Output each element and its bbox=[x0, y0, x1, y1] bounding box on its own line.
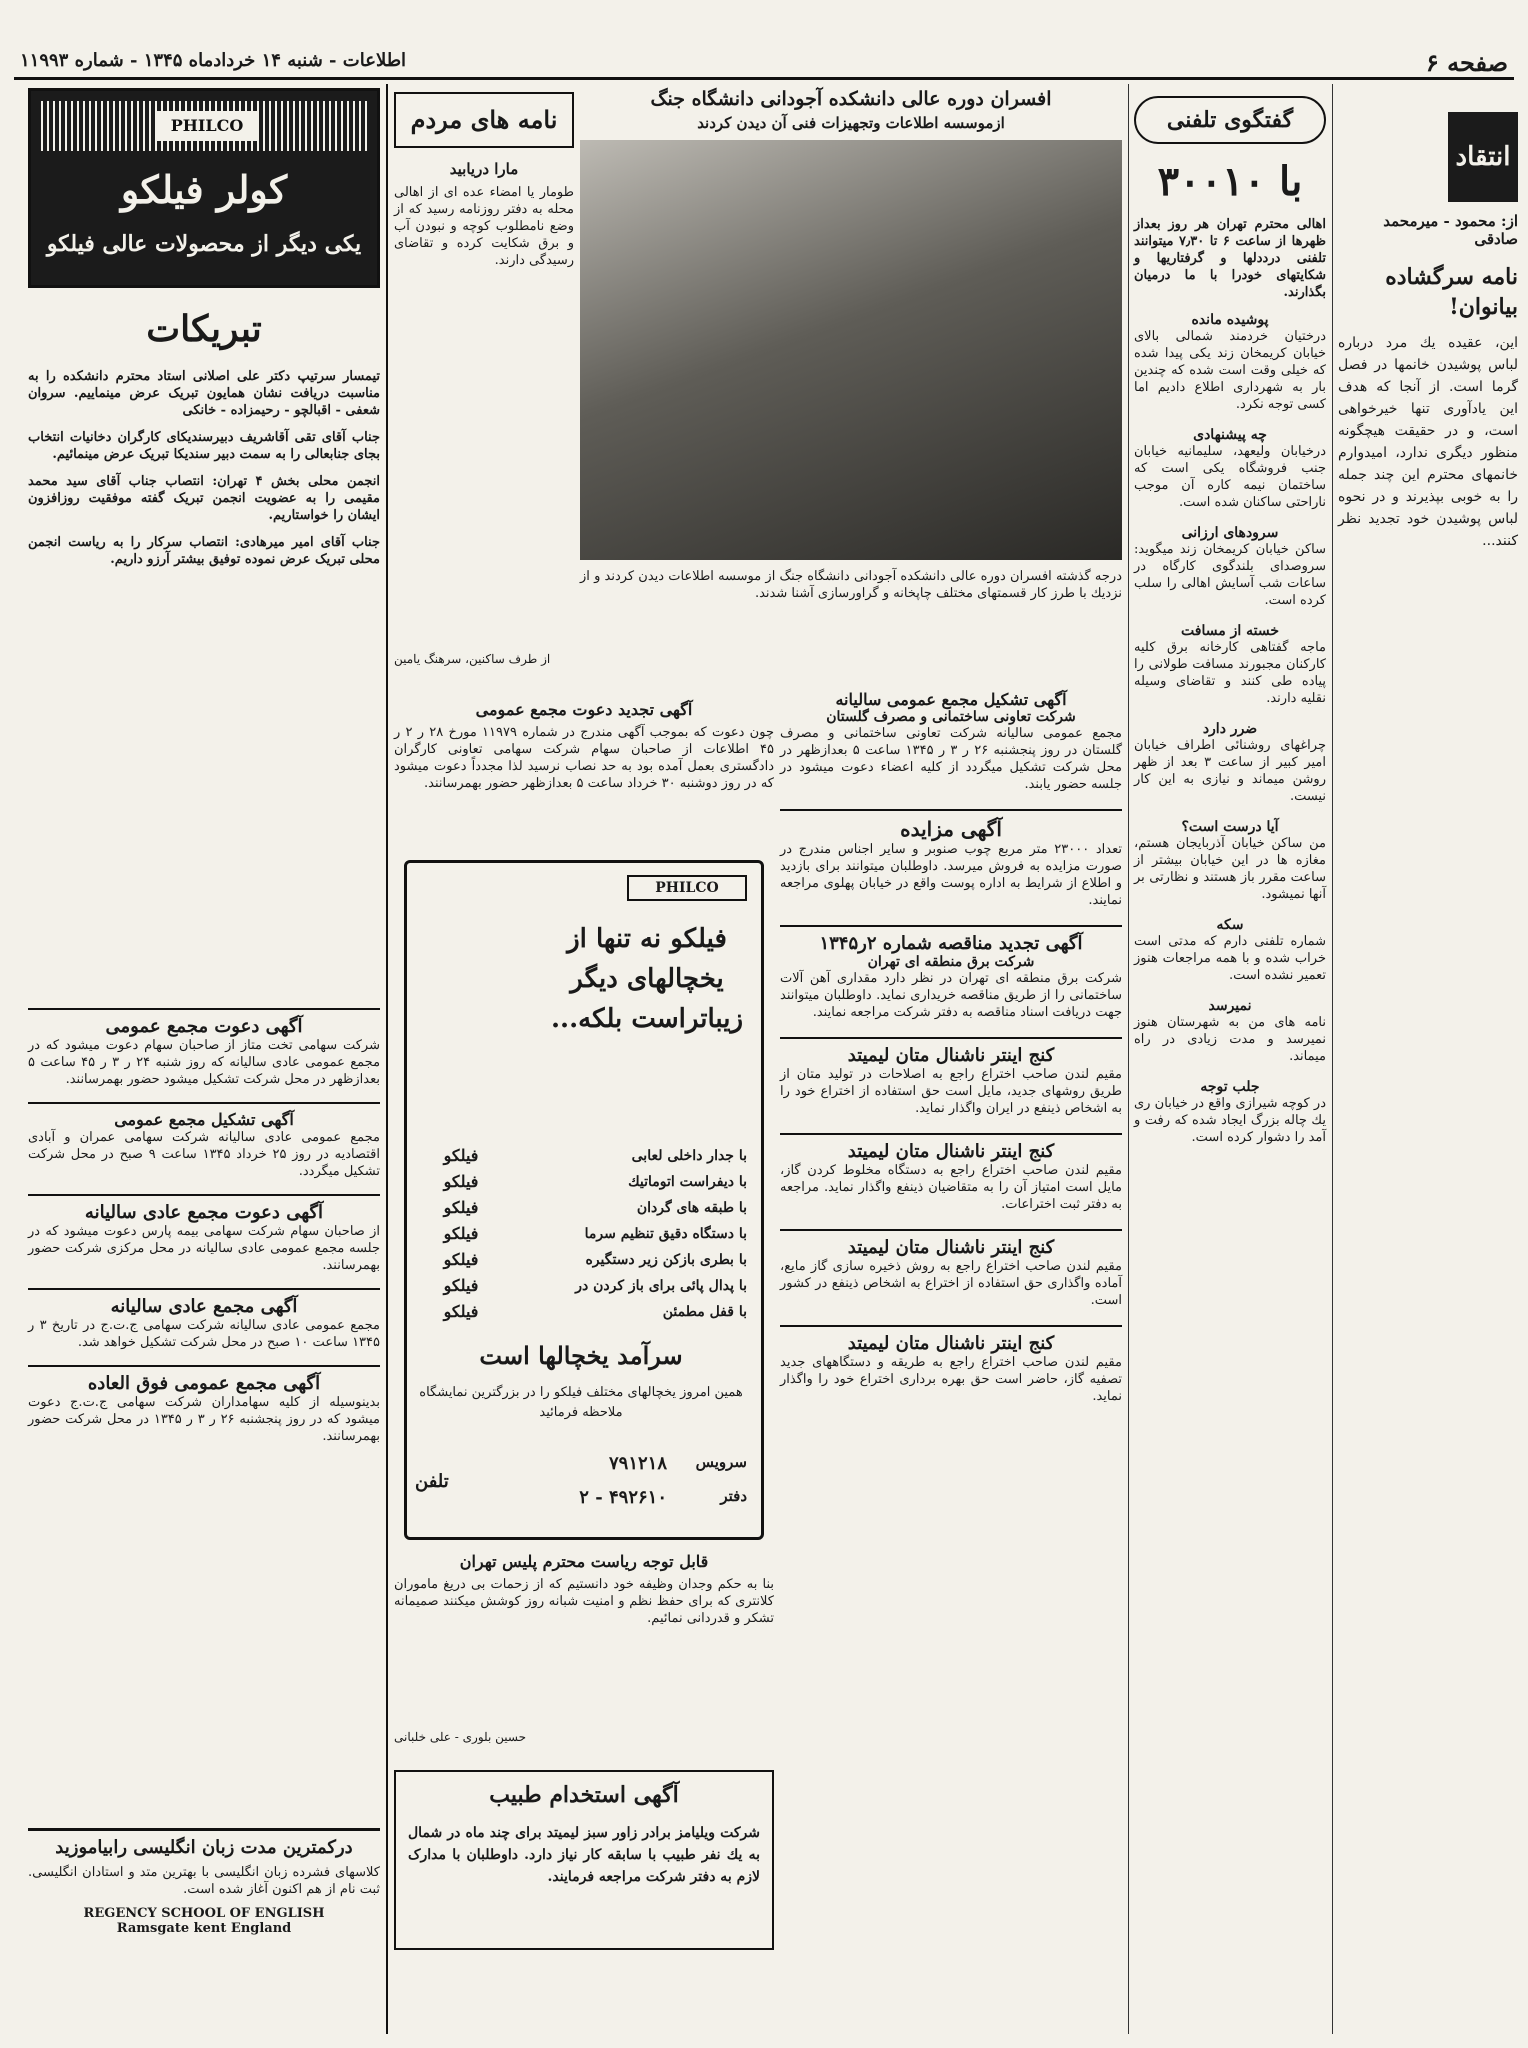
notice-title: قابل توجه ریاست محترم پلیس تهران bbox=[459, 1552, 709, 1571]
brand-word: فیلکو bbox=[443, 1250, 479, 1269]
ad-text: مقیم لندن صاحب اختراع راجع به طریقه و دستگاههای جدید تصفیه گاز، حاضر است حق بهره برداری اختراع خود را واگذار نماید. bbox=[780, 1355, 1122, 1404]
feature-item: با دستگاه دقیق تنظیم سرما bbox=[584, 1226, 747, 1242]
phone-item bbox=[1134, 623, 1326, 707]
ad-title: کنج اینتر ناشنال متان لیمیتد bbox=[847, 1045, 1055, 1066]
ad-block bbox=[780, 1133, 1122, 1213]
cooler-ad bbox=[28, 88, 380, 288]
phone-item-text: شماره تلفنی دارم که مدتی است خراب شده و با همه مراجعات هنوز تعمیر نشده است. bbox=[1134, 934, 1326, 983]
ad-title: آگهی مجمع عمومی فوق العاده bbox=[87, 1373, 321, 1394]
feature-item: با جدار داخلی لعابی bbox=[631, 1148, 747, 1164]
ad-text: بدینوسیله از کلیه سهامداران شرکت سهامی ج.ت.ج دعوت میشود که در روز پنجشنبه ۲۶ ر ۳ ر ۱۳۴۵ در محل شرکت حضور بهمرسانند. bbox=[28, 1395, 380, 1444]
mid-ad-text: چون دعوت که بموجب آگهی مندرج در شماره ۱۱۹۷۹ مورخ ۲۸ ر ۲ ر ۴۵ اطلاعات از صاحبان سهام شرکت سهامی تعاونی کارگران دادگستری بعمل آمده بود به حد نصاب نرسید لذا مجدداً دعوت میشود که در روز دوشنبه ۳۰ خرداد ساعت ۵ بعدازظهر حضور بهمرسانند. bbox=[394, 725, 774, 791]
congrats-list bbox=[28, 368, 380, 578]
ad-title: کنج اینتر ناشنال متان لیمیتد bbox=[847, 1237, 1055, 1258]
ad-text: مجمع عمومی سالیانه شرکت تعاونی ساختمانی و مصرف گلستان در روز پنجشنبه ۲۶ ر ۳ ر ۱۳۴۵ ساعت ۵ بعدازظهر در محل شرکت تشکیل میگردد از کلیه اعضاء دعوت میشود در جلسه حضور یابند. bbox=[780, 726, 1123, 792]
ad-subtitle: شرکت برق منطقه ای تهران bbox=[867, 954, 1035, 970]
brand-word: فیلکو bbox=[443, 1302, 479, 1321]
brand-word: فیلکو bbox=[443, 1198, 479, 1217]
phone-item-head: آیا درست است؟ bbox=[1181, 819, 1279, 835]
center-subtitle: ازموسسه اطلاعات وتجهیزات فنی آن دیدن کردند bbox=[697, 114, 1005, 132]
ad-title: آگهی مجمع عادی سالیانه bbox=[110, 1296, 298, 1317]
column-rule bbox=[1128, 84, 1129, 2034]
fridge-title: فیلکو نه تنها از یخچالهای دیگر زیباتراست بلکه... bbox=[550, 924, 744, 1034]
phone-item-text: چراغهای روشنائی اطراف خیابان امیر کبیر از ساعت ۳ بعد از ظهر روشن میماند و نیازی به این کار نیست. bbox=[1134, 738, 1326, 804]
ad-text: مجمع عمومی عادی سالیانه شرکت سهامی ج.ت.ج در تاریخ ۳ ر ۱۳۴۵ ساعت ۱۰ صبح در محل شرکت تشکیل خواهد شد. bbox=[28, 1318, 380, 1350]
ad-title: آگهی مزایده bbox=[900, 817, 1002, 841]
cooler-title: کولر فیلکو bbox=[120, 167, 288, 212]
phone-item bbox=[1134, 312, 1326, 413]
feature-item: با پدال پائی برای باز کردن در bbox=[575, 1278, 747, 1294]
phone-label: تلفن bbox=[415, 1471, 449, 1492]
cooler-brand: PHILCO bbox=[157, 111, 257, 141]
mid-ad-title: آگهی تجدید دعوت مجمع عمومی bbox=[475, 700, 693, 719]
letter-text: طومار یا امضاء عده ای از اهالی محله به دفتر روزنامه رسید که از وضع نامطلوب کوچه و نبودن آب و برق شکایت کرده و تقاضای رسیدگی دارند. bbox=[394, 185, 574, 268]
office-number: ۴۹۲۶۱۰ - ۲ bbox=[579, 1487, 667, 1508]
letters-column bbox=[394, 92, 574, 692]
phone-item bbox=[1134, 819, 1326, 903]
column-entegahd bbox=[1338, 92, 1518, 2032]
ad-text: شرکت برق منطقه ای تهران در نظر دارد مقداری آهن آلات ساختمانی را از طریق مناقصه خریداری نماید. داوطلبان میتوانند جهت دریافت اسناد مناقصه به دفتر شرکت مراجعه نمایند. bbox=[780, 971, 1122, 1020]
ad-block bbox=[28, 1194, 380, 1274]
phone-item-head: سکه bbox=[1216, 917, 1244, 933]
ad-title: کنج اینتر ناشنال متان لیمیتد bbox=[847, 1333, 1055, 1354]
phone-item-head: نمیرسد bbox=[1208, 998, 1252, 1014]
ad-block bbox=[28, 1365, 380, 1445]
hire-ad bbox=[394, 1770, 774, 1950]
phone-item-head: ضرر دارد bbox=[1202, 721, 1258, 737]
phone-item-head: سرودهای ارزانی bbox=[1181, 525, 1279, 541]
center-title: افسران دوره عالی دانشکده آجودانی دانشگاه جنگ bbox=[650, 88, 1052, 110]
phone-number: با ۳۰۰۱۰ bbox=[1157, 158, 1303, 205]
english-school-ad bbox=[28, 1828, 380, 2018]
phone-item-text: در کوچه شیرازی واقع در خیابان ری یك چاله بزرگ ایجاد شده که رفت و آمد را دشوار کرده است. bbox=[1134, 1096, 1326, 1145]
ad-text: مقیم لندن صاحب اختراع راجع به دستگاه مخلوط کردن گاز، مایل است امتیاز آن را به متقاضیان ذینفع واگذار نماید. مراجعه به دفتر ثبت اختراعات. bbox=[780, 1163, 1122, 1212]
ad-block bbox=[780, 1037, 1122, 1117]
left-column bbox=[28, 88, 380, 2028]
phone-item bbox=[1134, 721, 1326, 805]
ad-block bbox=[780, 809, 1122, 909]
fridge-footer: سرآمد یخچالها است bbox=[479, 1341, 683, 1370]
fridge-ad bbox=[404, 860, 764, 1540]
brand-word: فیلکو bbox=[443, 1172, 479, 1191]
phone-item-head: چه پیشنهادی bbox=[1193, 427, 1267, 443]
mid-column bbox=[394, 700, 774, 2030]
congrats-item: انجمن محلی بخش ۴ تهران: انتصاب جناب آقای سید محمد مقیمی را به عضویت انجمن تبریک گفته موفقیت روزافزون ایشان را خواستاریم. bbox=[28, 474, 380, 523]
feature-item: با طبقه های گردان bbox=[636, 1200, 747, 1216]
service-label: سرویس bbox=[695, 1453, 747, 1471]
article-body: این، عقیده یك مرد درباره لباس پوشیدن خانمها در فصل گرما است. از آنجا که هدف این یادآوری تنها خیرخواهی است، و در حقیقت هیچگونه منظور دیگری ندارد، امیدوارم خانمهای محترم این چند جمله را به خوبی بپذیرند و در نحوه لباس پوشیدن خود تجدید نظر کنند... bbox=[1338, 335, 1518, 549]
phone-intro: اهالی محترم تهران هر روز بعداز ظهرها از ساعت ۶ تا ۷٫۳۰ میتوانند تلفنی درددلها و گرفتاریها و شکایتهای خودرا با ما درمیان بگذارند. bbox=[1134, 217, 1326, 300]
phone-item-text: نامه های من به شهرستان هنوز نمیرسد و مدت زیادی در راه میماند. bbox=[1134, 1015, 1326, 1064]
phone-item-head: جلب توجه bbox=[1200, 1079, 1260, 1095]
ad-block bbox=[780, 1229, 1122, 1309]
ad-text: شرکت سهامی تخت متاز از صاحبان سهام دعوت میشود که در مجمع عمومی عادی سالیانه که روز شنبه ۲۴ ر ۳ ر ۴۵ ساعت ۵ بعدازظهر در محل شرکت تشکیل میشود حضور بهمرسانند. bbox=[28, 1038, 381, 1087]
phone-item bbox=[1134, 1079, 1326, 1146]
brand-word: فیلکو bbox=[443, 1224, 479, 1243]
school-english-address: Ramsgate kent England bbox=[116, 1921, 292, 1936]
ad-text: مقیم لندن صاحب اختراع راجع به اصلاحات در تولید متان از طریق روشهای جدید، مایل است حق استفاده از اختراع خود را به اشخاص ذینفع در ایران واگذار نماید. bbox=[780, 1067, 1122, 1116]
school-title: درکمترین مدت زبان انگلیسی رابیاموزید bbox=[55, 1837, 353, 1858]
letter-head: مارا دریابید bbox=[449, 160, 519, 178]
masthead-bar bbox=[14, 40, 1514, 80]
phone-item-text: من ساکن خیابان آذربایجان هستم، مغازه ها در این خیابان بیشتر از ساعت مقرر باز هستند و نظارتی بر آنها نمیشود. bbox=[1134, 836, 1326, 902]
phone-item bbox=[1134, 917, 1326, 984]
hire-text: شرکت ویلیامز برادر زاور سبز لیمیتد برای چند ماه در شمال به یك نفر طبیب با سابقه کار نیاز دارد. داوطلبان با مدارک لازم به دفتر شرکت مراجعه فرمایند. bbox=[408, 1825, 760, 1885]
feature-item: با قفل مطمئن bbox=[662, 1304, 747, 1320]
ad-title: آگهی تشکیل مجمع عمومی bbox=[114, 1110, 294, 1129]
ad-text: مقیم لندن صاحب اختراع راجع به روش ذخیره سازی گاز مایع، آماده واگذاری حق استفاده از اختراع به اشخاص ذینفع در کشور است. bbox=[780, 1259, 1122, 1308]
ad-title: کنج اینتر ناشنال متان لیمیتد bbox=[847, 1141, 1055, 1162]
center-caption: درجه گذشته افسران دوره عالی دانشکده آجودانی دانشگاه جنگ از موسسه اطلاعات دیدن کردند و از نزدیك با طرز کار قسمتهای مختلف چاپخانه و گراورسازی آشنا شدند. bbox=[580, 569, 1123, 601]
school-english-name: REGENCY SCHOOL OF ENGLISH bbox=[83, 1906, 325, 1921]
fridge-phones bbox=[415, 1453, 747, 1523]
column-rule bbox=[1332, 84, 1333, 2034]
ad-block bbox=[780, 925, 1122, 1021]
phone-sections bbox=[1134, 312, 1326, 1160]
column-phone bbox=[1134, 92, 1326, 2032]
feature-item: با دیفراست اتوماتیك bbox=[628, 1174, 747, 1190]
ad-block bbox=[28, 1102, 380, 1180]
letter-sign: از طرف ساکنین، سرهنگ یامین bbox=[394, 652, 551, 666]
ad-block bbox=[780, 690, 1122, 793]
center-ads bbox=[780, 690, 1122, 2030]
ad-text: تعداد ۲۳۰۰۰ متر مربع چوب صنوبر و سایر اجناس مندرج در صورت مزایده به فروش میرسد. داوطلبان میتوانند برای بازدید و اطلاع از شرایط به اداره پوست واقع در خیابان پهلوی مراجعه نمایند. bbox=[780, 842, 1123, 908]
masthead-text: اطلاعات - شنبه ۱۴ خردادماه ۱۳۴۵ - شماره ۱۱۹۹۳ bbox=[20, 50, 407, 71]
congrats-item: جناب آقای امیر میرهادی: انتصاب سرکار را به ریاست انجمن محلی تبریک عرض نموده توفیق بیشتر آرزو داریم. bbox=[28, 535, 380, 567]
congrats-item: جناب آقای تقی آقاشریف دبیرسندیکای کارگران دخانیات انتخاب بجای جنابعالی را به سمت دبیر سندیکا تبریک عرض مینمائیم. bbox=[28, 430, 380, 462]
ad-text: از صاحبان سهام شرکت سهامی بیمه پارس دعوت میشود که در جلسه مجمع عمومی عادی سالیانه در محل مرکزی شرکت حضور بهمرسانند. bbox=[28, 1224, 380, 1273]
ad-subtitle: شرکت تعاونی ساختمانی و مصرف گلستان bbox=[826, 709, 1076, 725]
letters-logo: نامه های مردم bbox=[394, 92, 574, 148]
fridge-brand-stack bbox=[421, 1143, 501, 1325]
congrats-item: تیمسار سرتیپ دکتر علی اصلانی استاد محترم دانشکده را به مناسبت دریافت نشان همایون تبریک عرض مینماییم. سروان شعفی - اقبالچو - رحیمزاده - خانکی bbox=[28, 369, 380, 418]
notice-text: بنا به حکم وجدان وظیفه خود دانستیم که از زحمات بی دریغ ماموران کلانتری که برای حفظ نظم و امنیت شبانه روز کوشش میکنند صمیمانه تشکر و قدردانی نمائیم. bbox=[394, 1577, 774, 1626]
school-text: کلاسهای فشرده زبان انگلیسی با بهترین متد و استادان انگلیسی. ثبت نام از هم اکنون آغاز شده است. bbox=[28, 1865, 380, 1897]
service-number: ۷۹۱۲۱۸ bbox=[608, 1453, 667, 1474]
phone-item-text: ساکن خیابان کریمخان زند میگوید: سروصدای بلندگوی کارگاه در ساعات شب آسایش اهالی را سلب کرده است. bbox=[1134, 542, 1326, 608]
phone-item bbox=[1134, 998, 1326, 1065]
officers-photo bbox=[580, 140, 1122, 560]
ad-title: آگهی دعوت مجمع عمومی bbox=[105, 1016, 303, 1037]
feature-item: با بطری بازکن زیر دستگیره bbox=[585, 1252, 747, 1268]
entegahd-logo: انتقاد bbox=[1448, 112, 1518, 202]
phone-logo: گفتگوی تلفنی bbox=[1134, 96, 1326, 144]
notice-sign: حسین بلوری - علی خلبانی bbox=[394, 1730, 527, 1744]
fridge-brand: PHILCO bbox=[627, 875, 747, 901]
ad-block bbox=[28, 1008, 380, 1088]
page-number: صفحه ۶ bbox=[1425, 48, 1508, 77]
congrats-title: تبریکات bbox=[146, 308, 262, 350]
fridge-note: همین امروز یخچالهای مختلف فیلکو را در بزرگترین نمایشگاه ملاحظه فرمائید bbox=[419, 1385, 743, 1420]
fridge-features bbox=[527, 1143, 747, 1325]
phone-item-head: خسته از مسافت bbox=[1181, 623, 1279, 639]
phone-item-text: ماجه گفتاهی کارخانه برق کلیه کارکنان مجبورند مسافت طولانی را پیاده طی کنند و تقاضای وسیله نقلیه دارند. bbox=[1134, 640, 1326, 706]
ad-block bbox=[780, 1325, 1122, 1405]
cooler-subtitle: یکی دیگر از محصولات عالی فیلکو bbox=[46, 231, 362, 257]
hire-title: آگهی استخدام طبیب bbox=[489, 1782, 679, 1808]
brand-word: فیلکو bbox=[443, 1146, 479, 1165]
center-article bbox=[580, 88, 1122, 688]
phone-item bbox=[1134, 427, 1326, 511]
ad-text: مجمع عمومی عادی سالیانه شرکت سهامی عمران و آبادی اقتصادیه در روز ۲۵ خرداد ۱۳۴۵ ساعت ۹ صبح در محل شرکت تشکیل میگردد. bbox=[28, 1130, 380, 1179]
column-rule bbox=[386, 84, 388, 2034]
article-title: نامه سرگشاده بیانوان! bbox=[1385, 264, 1518, 320]
phone-item-head: پوشیده مانده bbox=[1191, 312, 1269, 328]
phone-item bbox=[1134, 525, 1326, 609]
phone-item-text: درخیابان ولیعهد، سلیمانیه خیابان جنب فروشگاه یکی است که ساختمان نیمه کاره آن موجب ناراحتی ساکنان شده است. bbox=[1134, 444, 1326, 510]
left-ads bbox=[28, 1008, 380, 1459]
author-line: از: محمود - میرمحمد صادقی bbox=[1383, 212, 1518, 248]
ad-title: آگهی دعوت مجمع عادی سالیانه bbox=[84, 1202, 324, 1223]
ad-title: آگهی تشکیل مجمع عمومی سالیانه bbox=[835, 690, 1067, 709]
office-label: دفتر bbox=[720, 1487, 747, 1505]
ad-block bbox=[28, 1288, 380, 1351]
phone-item-text: درختیان خردمند شمالی بالای خیابان کریمخان زند یکی پیدا شده که خیلی وقت است شده که چندین بار به شهرداری اطلاع دادیم اما کسی توجه نکرد. bbox=[1134, 329, 1326, 412]
ad-title: آگهی تجدید مناقصه شماره ۲ر۱۳۴۵ bbox=[819, 933, 1083, 954]
brand-word: فیلکو bbox=[443, 1276, 479, 1295]
